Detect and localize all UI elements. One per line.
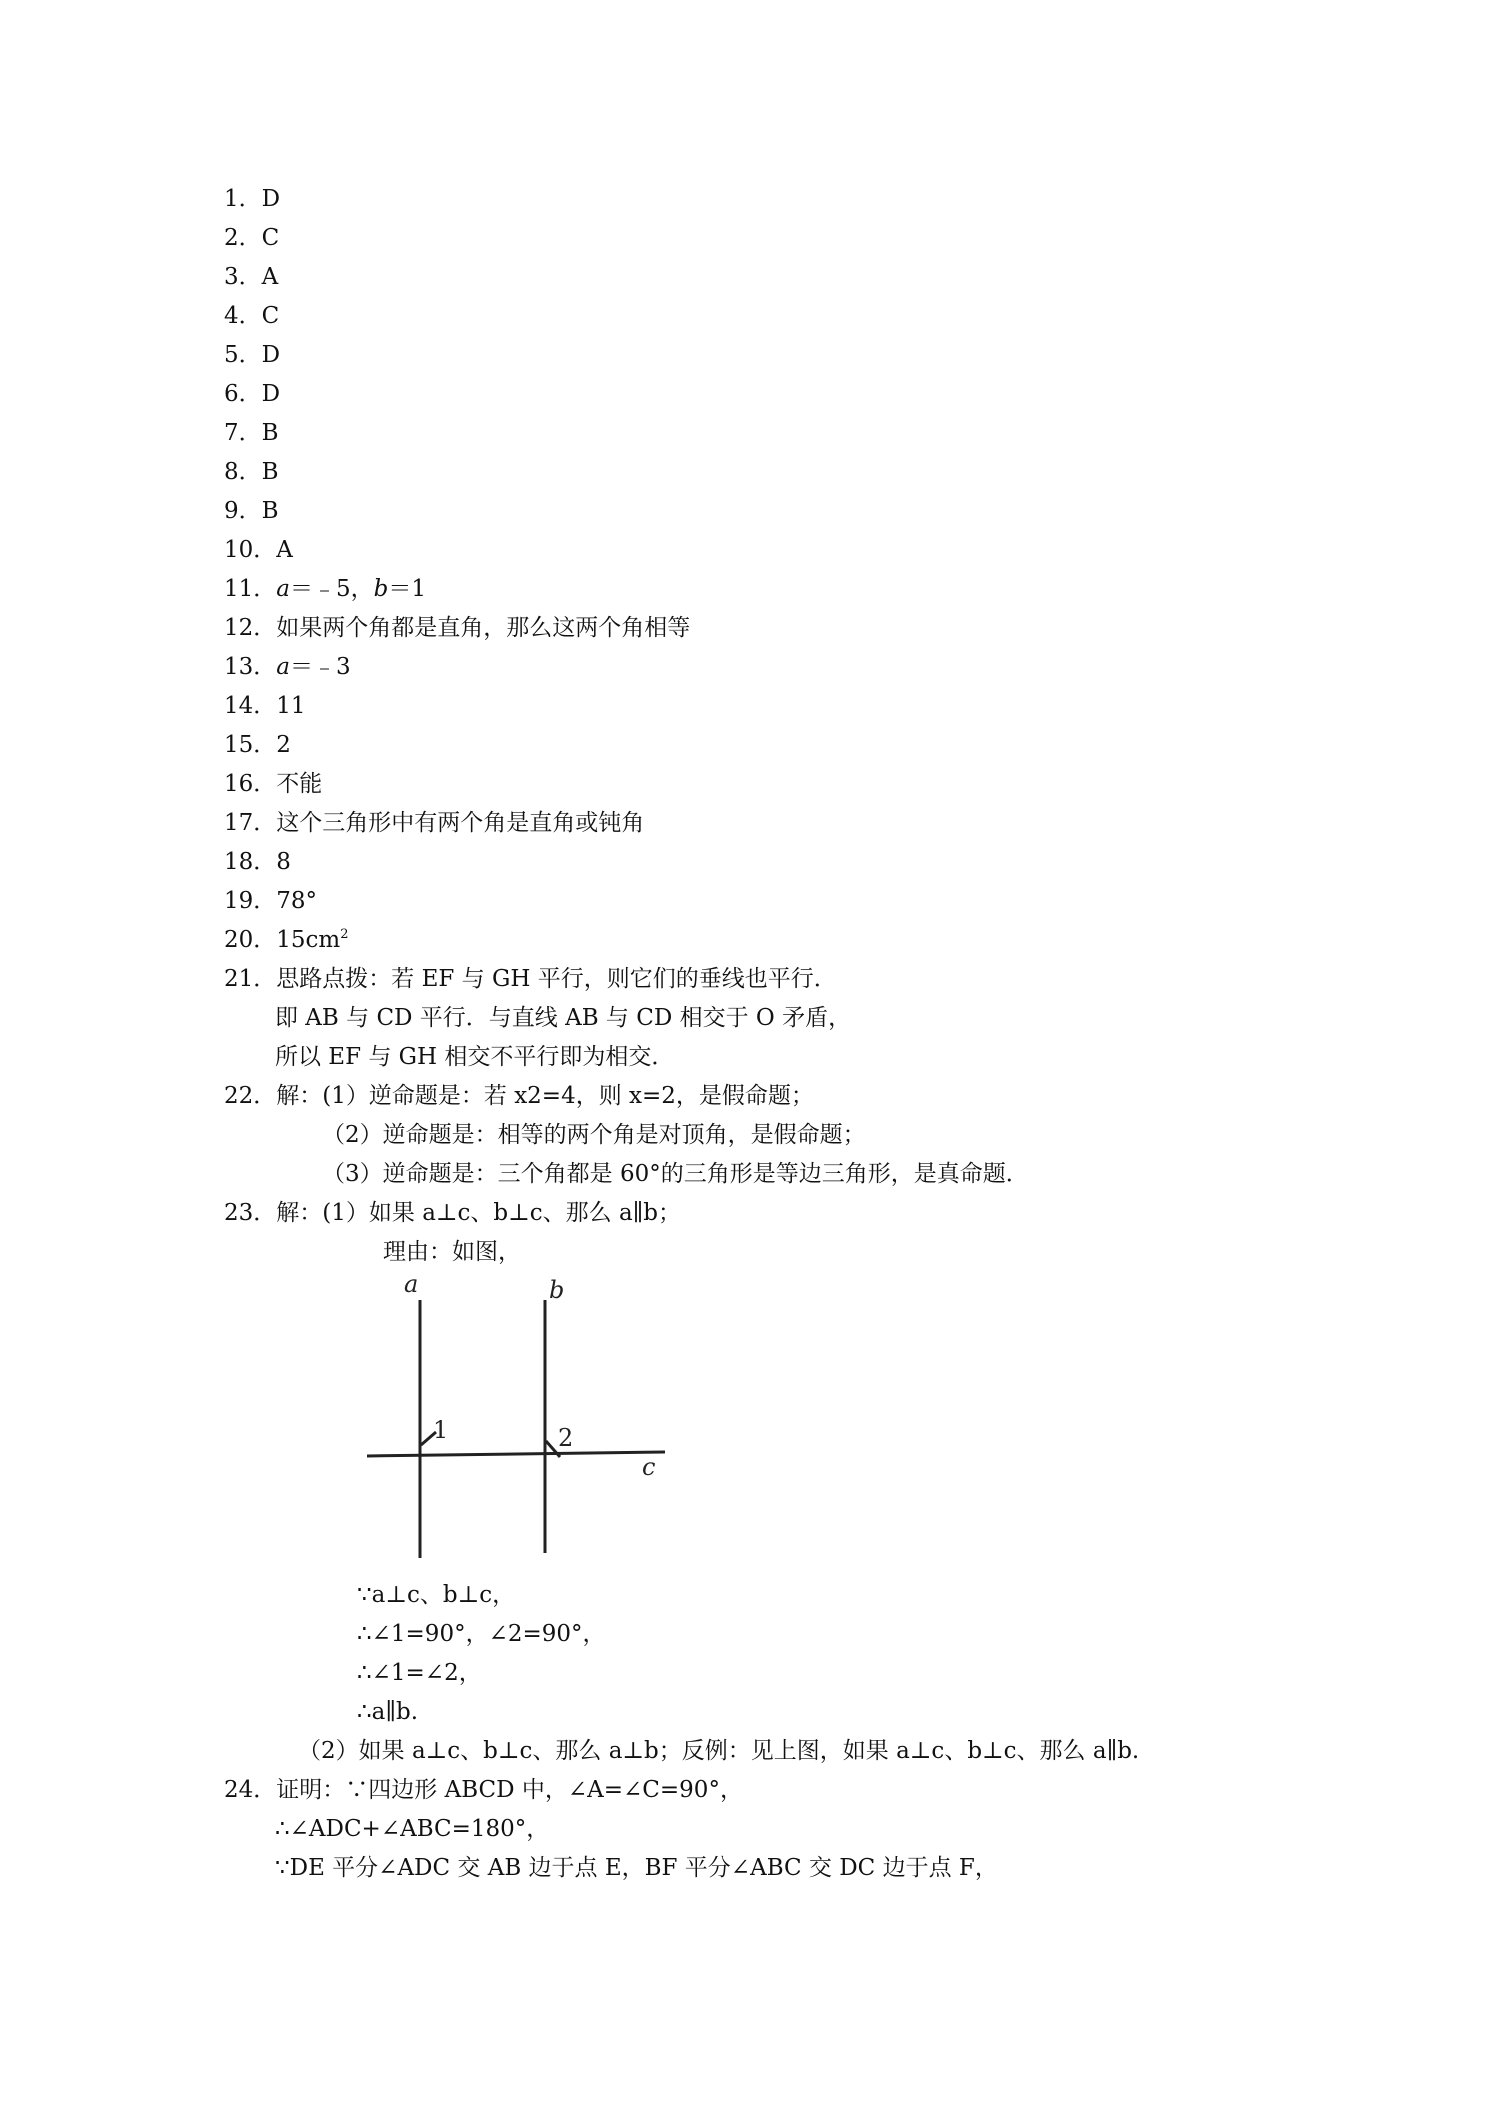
q24-line-1: 24．证明：∵四边形 ABCD 中，∠A=∠C=90°，	[224, 1777, 743, 1803]
answer-6: 6．D	[224, 381, 281, 407]
answer-3: 3．A	[224, 264, 279, 290]
q24-line-2: ∴∠ADC+∠ABC=180°，	[275, 1816, 550, 1842]
line-c	[367, 1452, 665, 1456]
answer-7: 7．B	[224, 420, 279, 446]
label-2: 2	[558, 1424, 574, 1452]
q23-proof-3: ∴∠1=∠2，	[357, 1660, 482, 1686]
answer-20: 20．$15cm^2$	[224, 927, 349, 953]
q23-part-2: （2）如果 a⊥c、b⊥c、那么 a⊥b；反例：见上图，如果 a⊥c、b⊥c、那么 a∥b.	[298, 1738, 1140, 1764]
q22-line-1: 22．解：(1）逆命题是：若 x2=4，则 x=2，是假命题；	[224, 1083, 814, 1109]
label-b: b	[549, 1276, 565, 1304]
q23-line-1: 23．解：(1）如果 a⊥c、b⊥c、那么 a∥b；	[224, 1200, 682, 1226]
label-c: c	[642, 1453, 656, 1481]
answer-14: 14．11	[224, 693, 306, 719]
answer-16: 16．不能	[224, 771, 323, 797]
answer-4: 4．C	[224, 303, 280, 329]
answer-18: 18．8	[224, 849, 291, 875]
answer-15: 15．2	[224, 732, 291, 758]
answer-8: 8．B	[224, 459, 279, 485]
answer-17: 17．这个三角形中有两个角是直角或钝角	[224, 810, 645, 836]
answer-1: 1．D	[224, 186, 281, 212]
answer-13: 13．a＝﹣3	[224, 654, 351, 680]
q23-line-2: 理由：如图，	[383, 1239, 521, 1265]
answer-19: 19．78°	[224, 888, 318, 914]
q24-line-3: ∵DE 平分∠ADC 交 AB 边于点 E，BF 平分∠ABC 交 DC 边于点 F，	[275, 1855, 998, 1881]
q23-proof-4: ∴a∥b.	[357, 1699, 419, 1725]
q21-line-3: 所以 EF 与 GH 相交不平行即为相交．	[275, 1044, 675, 1070]
answer-11: 11．a＝﹣5，b＝1	[224, 576, 427, 602]
q23-proof-1: ∵a⊥c、b⊥c，	[357, 1582, 516, 1608]
q22-line-2: （2）逆命题是：相等的两个角是对顶角，是假命题；	[322, 1122, 866, 1148]
q22-line-3: （3）逆命题是：三个角都是 60°的三角形是等边三角形，是真命题．	[322, 1161, 1029, 1187]
figure-svg	[360, 1270, 680, 1570]
q21-line-2: 即 AB 与 CD 平行．与直线 AB 与 CD 相交于 O 矛盾，	[275, 1005, 852, 1031]
answer-10: 10．A	[224, 537, 293, 563]
answer-9: 9．B	[224, 498, 279, 524]
label-a: a	[404, 1270, 419, 1298]
answer-5: 5．D	[224, 342, 281, 368]
perpendicular-lines-figure	[360, 1270, 680, 1570]
q23-proof-2: ∴∠1=90°，∠2=90°，	[357, 1621, 606, 1647]
answer-12: 12．如果两个角都是直角，那么这两个角相等	[224, 615, 691, 641]
answer-2: 2．C	[224, 225, 280, 251]
q21-line-1: 21．思路点拨：若 EF 与 GH 平行，则它们的垂线也平行．	[224, 966, 837, 992]
label-1: 1	[433, 1416, 449, 1444]
